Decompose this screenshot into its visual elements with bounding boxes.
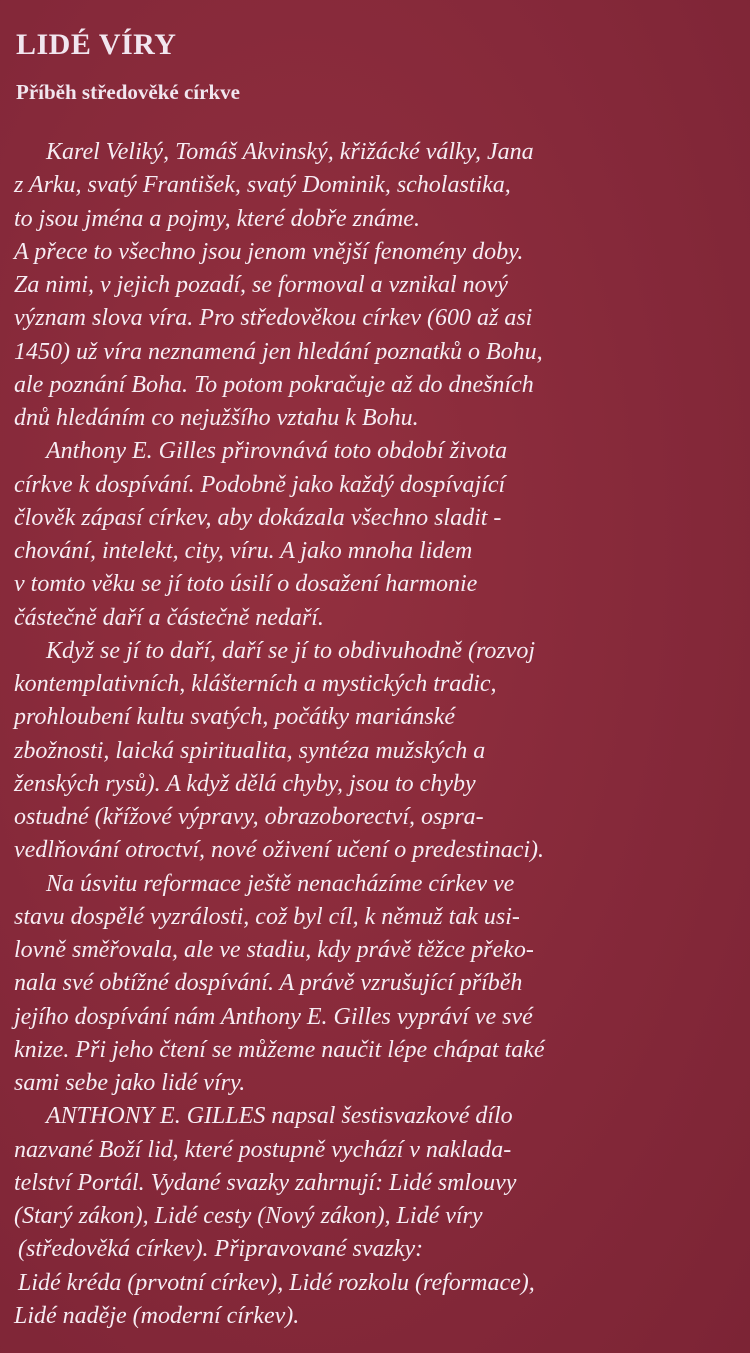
text-line: Na úsvitu reformace ještě nenacházíme církev ve	[46, 870, 515, 897]
text-line: knize. Při jeho čtení se můžeme naučit lépe chápat také	[14, 1036, 545, 1063]
text-line: z Arku, svatý František, svatý Dominik, scholastika,	[14, 172, 511, 199]
text-line: částečně daří a částečně nedaří.	[14, 604, 324, 631]
text-line: Když se jí to daří, daří se jí to obdivuhodně (rozvoj	[46, 637, 536, 664]
text-line: ale poznání Boha. To potom pokračuje až do dnešních	[14, 371, 534, 398]
text-line: A přece to všechno jsou jenom vnější fenomény doby.	[14, 238, 524, 265]
text-line: telství Portál. Vydané svazky zahrnují: Lidé smlouvy	[14, 1169, 517, 1196]
text-line: Anthony E. Gilles přirovnává toto období života	[46, 438, 508, 465]
text-line: chování, intelekt, city, víru. A jako mnoha lidem	[14, 538, 473, 564]
text-line: lovně směřovala, ale ve stadiu, kdy právě těžce překo-	[14, 937, 534, 963]
text-line: nala své obtížné dospívání. A právě vzrušující příběh	[14, 970, 523, 997]
text-line: 1450) už víra neznamená jen hledání poznatků o Bohu,	[14, 338, 543, 365]
text-line: stavu dospělé vyzrálosti, což byl cíl, k němuž tak usi-	[14, 903, 520, 930]
text-line: ženských rysů). A když dělá chyby, jsou to chyby	[14, 770, 476, 797]
text-line: Lidé naděje (moderní církev).	[14, 1302, 300, 1329]
text-line: (Starý zákon), Lidé cesty (Nový zákon), Lidé víry	[14, 1203, 483, 1229]
text-line: Lidé kréda (prvotní církev), Lidé rozkolu (reformace),	[18, 1269, 535, 1296]
text-line: ostudné (křížové výpravy, obrazoborectví, ospra-	[14, 804, 484, 830]
text-line: to jsou jména a pojmy, které dobře známe.	[14, 205, 420, 232]
text-line: sami sebe jako lidé víry.	[14, 1070, 246, 1096]
text-line: dnů hledáním co nejužšího vztahu k Bohu.	[14, 405, 419, 431]
text-line: zbožnosti, laická spiritualita, syntéza mužských a	[14, 737, 486, 764]
text-line: kontemplativních, klášterních a mystických tradic,	[14, 671, 497, 697]
text-line: prohloubení kultu svatých, počátky mariánské	[14, 704, 455, 731]
text-line: vedlňování otroctví, nové oživení učení o predestinaci).	[14, 837, 545, 864]
text-line: člověk zápasí církev, aby dokázala všechno sladit -	[14, 504, 502, 531]
text-line: nazvané Boží lid, které postupně vychází v naklada-	[14, 1136, 512, 1163]
text-line: v tomto věku se jí toto úsilí o dosažení harmonie	[14, 571, 478, 598]
text-line: význam slova víra. Pro středověkou církev (600 až asi	[14, 305, 533, 332]
text-line: ANTHONY E. GILLES napsal šestisvazkové dílo	[46, 1103, 513, 1130]
text-line: církve k dospívání. Podobně jako každý dospívající	[14, 471, 506, 498]
text-line: Karel Veliký, Tomáš Akvinský, křižácké války, Jana	[46, 139, 534, 165]
text-line: jejího dospívání nám Anthony E. Gilles vypráví ve své	[14, 1003, 533, 1030]
book-title: LIDÉ VÍRY	[16, 28, 177, 61]
book-subtitle: Příběh středověké církve	[16, 80, 240, 104]
text-line: Za nimi, v jejich pozadí, se formoval a vznikal nový	[14, 272, 508, 298]
blurb-text	[14, 136, 744, 1333]
text-line: (středověká církev). Připravované svazky:	[18, 1236, 424, 1263]
